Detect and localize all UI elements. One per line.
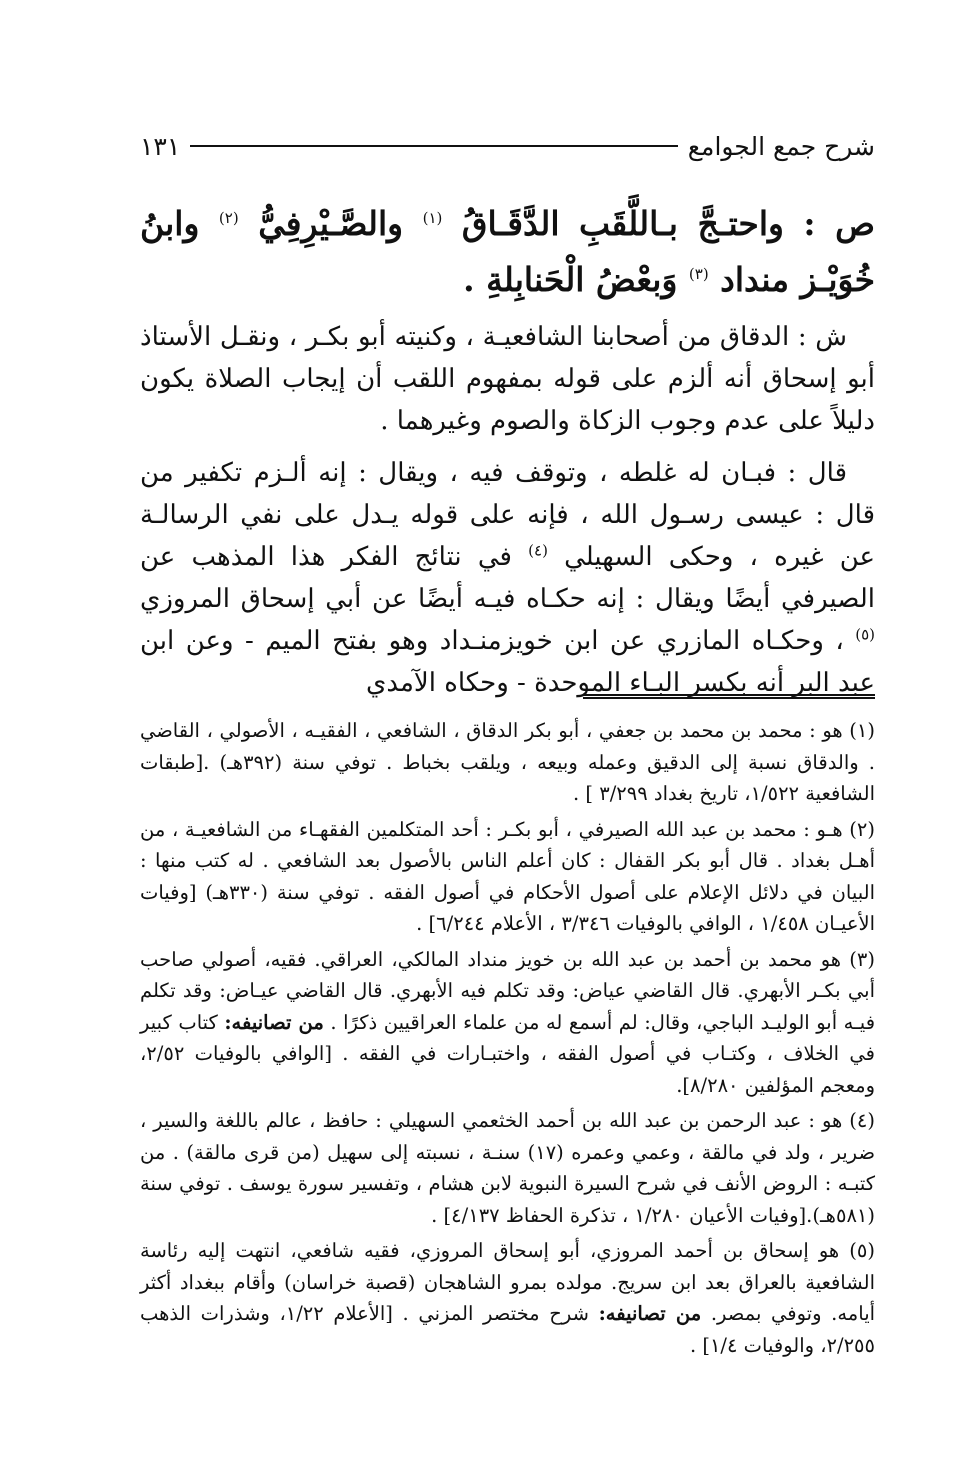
footnote-ref-1: (١) xyxy=(422,209,443,227)
footnote-5 xyxy=(140,1235,875,1361)
matn-text xyxy=(140,196,875,308)
footnote-5-label: من تصانيفه: xyxy=(598,1302,702,1325)
footnote-ref-4: (٤) xyxy=(528,541,548,560)
footnote-4: (٤) هو : عبد الرحمن بن عبد الله بن أحمد الخثعمي السهيلي : حافظ ، عالم باللغة والسير ، ضرير ، ولد في مالقة ، وعمي وعمره (١٧) سنـة ، نسبته إلى سهيل (من قرى مالقة) . من كتبـه : الروض الأنف في شرح السيرة النبوية لابن هشام ، وتفسير سورة يوسف . توفي سنة (٥٨١هـ).[وفيات الأعيان ١/٢٨٠ ، تذكرة الحفاظ ٤/١٣٧] . xyxy=(140,1109,876,1227)
matn-part-4: وَبعْضُ الْحَنابِلةِ . xyxy=(463,260,678,299)
footnote-3-part-a: (٣) هو محمد بن أحمد بن عبد الله بن خويز منداد المالكي، العراقي. فقيه، أصولي صاحب أبي بكـر الأبهري. قال القاضي عياض: وقد تكلم فيه الأبهري. قال القاضي عيـاض: وقد تكلم فيـه أبو الوليـد الباجي، وقال: لم أسمع له من علماء العراقيين ذكرًا . xyxy=(140,947,876,1034)
footnote-3-part-b: كتاب كبير في الخلاف ، وكتـاب في أصول الفقه ، واختبـارات في الفقه . [الوافي بالوفيات ٢/٥٢، ومعجم المؤلفين ٨/٢٨٠]. xyxy=(140,1010,875,1097)
footnote-1: (١) هو : محمد بن محمد بن جعفي ، أبو بكر الدقاق ، الشافعي ، الفقيـه ، الأصولي ، القاضي . والدقاق نسبة إلى الدقيق وعمله وبيعه ، ويلقب بخباط . توفي سنة (٣٩٢هـ) .[طبقات الشافعية ١/٥٢٢، تاريخ بغداد ٣/٢٩٩ ] . xyxy=(140,719,875,805)
page-number: ١٣١ xyxy=(140,131,181,161)
footnote-divider xyxy=(583,694,875,699)
sharh-paragraph-2 xyxy=(140,452,875,704)
header-rule xyxy=(190,145,677,147)
matn-part-3: وابنُ خُوَيْـز منداد xyxy=(140,204,875,299)
footnotes xyxy=(140,715,875,1365)
footnote-3 xyxy=(140,944,875,1102)
sharh-p2-part-c: ، وحكـاه المازري عن ابن خويزمنـداد وهو بفتح الميم - وعن ابن عبد البر أنه بكسر البـاء الموحدة - وحكاه الآمدي xyxy=(140,626,875,698)
sharh-p2-part-a: قال : فبـان له غلطه ، وتوقف فيه ، ويقال : إنه ألـزم تكفير من قال : عيسى رسـول الله ، فإنه على قوله يـدل على نفي الرسالـة عن غيره ، وحكى السهيلي xyxy=(140,458,876,572)
header-title: شرح جمع الجوامع xyxy=(687,131,875,161)
footnote-ref-2: (٢) xyxy=(218,209,239,227)
footnote-5-part-b: شرح مختصر المزني . [الأعلام ١/٢٢، وشذرات الذهب ٢/٢٥٥، والوفيات ١/٤] . xyxy=(140,1302,875,1357)
running-header xyxy=(140,126,875,166)
footnote-5-part-a: (٥) هو إسحاق بن أحمد المروزي، أبو إسحاق المروزي، فقيه شافعي، انتهت إليه رئاسة الشافعية بالعراق بعد ابن سريج. مولده بمرو الشاهجان (قصبة خراسان) وأقام ببغداد أكثر أيامه. وتوفي بمصر. xyxy=(140,1239,876,1325)
footnote-2: (٢) هـو : محمد بن عبد الله الصيرفي ، أبو بكـر : أحد المتكلمين الفقهـاء من الشافعيـة ، من أهـل بغداد . قال أبو بكر القفال : كان أعلم الناس بالأصول بعد الشافعي . له كتب منها : البيان في دلائل الإعلام على أصول الأحكام في أصول الفقه . توفي سنة (٣٣٠هـ) [وفيات الأعيـان ١/٤٥٨ ، الوافي بالوفيات ٣/٣٤٦ ، الأعلام ٦/٢٤٤] . xyxy=(140,817,875,935)
footnote-3-label: من تصانيفه: xyxy=(224,1010,324,1034)
matn-part-1: ص : واحتـجَّ بـاللَّقَبِ الدَّقَـاقُ xyxy=(461,204,875,243)
footnote-ref-3: (٣) xyxy=(688,265,709,283)
footnote-ref-5: (٥) xyxy=(855,625,876,644)
sharh-paragraph-1: ش : الدقاق من أصحابنا الشافعيـة ، وكنيته أبو بكـر ، ونقـل الأستاذ أبو إسحاق أنه ألزم على قوله بمفهوم اللقب أن إيجاب الصلاة يكون دليلاً على عدم وجوب الزكاة والصوم وغيرهما . xyxy=(140,322,875,436)
matn-part-2: والصَّـيْرِفِيُّ xyxy=(258,204,404,243)
sharh-p2-part-b: في نتائج الفكر هذا المذهب عن الصيرفي أيضًا ويقال : إنه حكـاه فيـه أيضًا عن أبي إسحاق المروزي xyxy=(140,542,875,614)
